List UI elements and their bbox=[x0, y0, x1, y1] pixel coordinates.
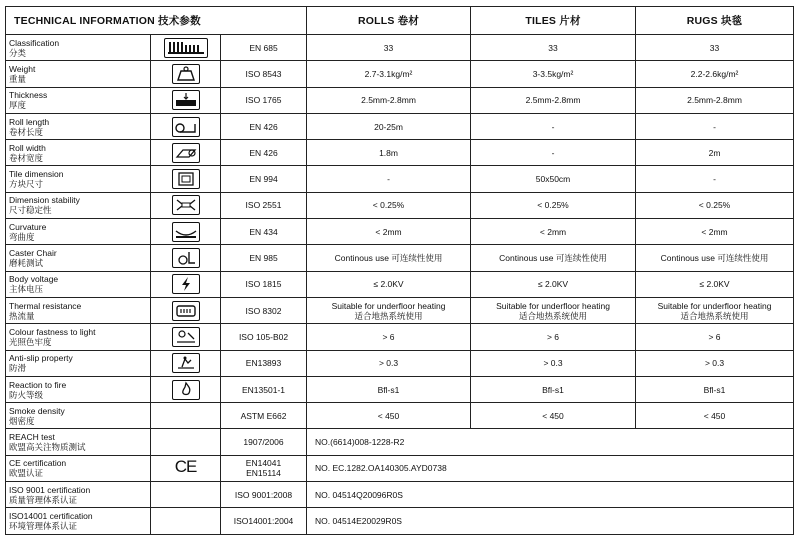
rugs-value: < 0.25% bbox=[636, 192, 794, 218]
table-row bbox=[6, 166, 794, 192]
rugs-value: 33 bbox=[636, 35, 794, 61]
icon-cell bbox=[151, 245, 221, 271]
table-row bbox=[6, 192, 794, 218]
property-name-en: Reaction to fire bbox=[9, 379, 67, 390]
tiles-value: 33 bbox=[471, 35, 636, 61]
rugs-value: ≤ 2.0KV bbox=[636, 271, 794, 297]
property-name-cell bbox=[6, 61, 151, 87]
table-row bbox=[6, 219, 794, 245]
tiles-value: 2.5mm-2.8mm bbox=[471, 87, 636, 113]
property-name-en: Curvature bbox=[9, 221, 47, 232]
header-technical: TECHNICAL INFORMATION 技术参数 bbox=[6, 7, 307, 35]
weight-icon bbox=[172, 64, 200, 84]
table-row bbox=[6, 87, 794, 113]
property-name-cell bbox=[6, 192, 151, 218]
table-row bbox=[6, 61, 794, 87]
icon-cell bbox=[151, 61, 221, 87]
rolls-value: < 2mm bbox=[307, 219, 471, 245]
property-name-cn: 方块尺寸 bbox=[9, 179, 44, 190]
icon-cell bbox=[151, 271, 221, 297]
rugs-value: 2m bbox=[636, 140, 794, 166]
certification-row bbox=[6, 508, 794, 534]
rolls-value: - bbox=[307, 166, 471, 192]
property-name-cell bbox=[6, 324, 151, 350]
standard-cell: ISO 8302 bbox=[221, 297, 307, 323]
rolls-value-cn: 适合地热系统使用 bbox=[354, 310, 423, 321]
rugs-value: - bbox=[636, 113, 794, 139]
tiles-value-en: Suitable for underfloor heating bbox=[496, 300, 610, 311]
property-name-cell bbox=[6, 455, 151, 481]
rolls-value: Continous use 可连续性使用 bbox=[307, 245, 471, 271]
certificate-number: NO.(6614)008-1228-R2 bbox=[307, 429, 794, 455]
icon-cell bbox=[151, 455, 221, 481]
property-name-en: Smoke density bbox=[9, 405, 65, 416]
property-name-cell bbox=[6, 219, 151, 245]
icon-cell bbox=[151, 297, 221, 323]
icon-cell bbox=[151, 140, 221, 166]
tiles-value bbox=[471, 297, 636, 323]
rolls-value: 2.7-3.1kg/m² bbox=[307, 61, 471, 87]
icon-cell bbox=[151, 429, 221, 455]
icon-cell bbox=[151, 508, 221, 534]
standard-cell: EN 985 bbox=[221, 245, 307, 271]
property-name-cn: 欧盟认证 bbox=[9, 468, 44, 479]
property-name-cn: 卷材长度 bbox=[9, 126, 44, 137]
property-name-en: Dimension stability bbox=[9, 195, 80, 206]
tiles-value-cn: 适合地热系统使用 bbox=[519, 310, 588, 321]
property-name-en: Caster Chair bbox=[9, 248, 57, 259]
standard-cell: ISO 1815 bbox=[221, 271, 307, 297]
property-name-en: Thermal resistance bbox=[9, 300, 82, 311]
standard-cell: EN 994 bbox=[221, 166, 307, 192]
rolls-value: 1.8m bbox=[307, 140, 471, 166]
curvature-icon bbox=[172, 222, 200, 242]
standard-line-2: EN15114 bbox=[246, 468, 281, 479]
certification-row bbox=[6, 429, 794, 455]
dimension-stability-icon bbox=[172, 195, 200, 215]
property-name-cn: 防滑 bbox=[9, 363, 27, 374]
property-name-cn: 欧盟高关注物质测试 bbox=[9, 442, 86, 453]
rolls-value: 33 bbox=[307, 35, 471, 61]
property-name-cn: 卷材宽度 bbox=[9, 152, 44, 163]
rolls-value: 20-25m bbox=[307, 113, 471, 139]
standard-cell: ISO14001:2004 bbox=[221, 508, 307, 534]
header-rugs: RUGS 块毯 bbox=[636, 7, 794, 35]
tile-dimension-icon bbox=[172, 169, 200, 189]
property-name-cn: 厚度 bbox=[9, 100, 27, 111]
icon-cell bbox=[151, 324, 221, 350]
tiles-value: > 6 bbox=[471, 324, 636, 350]
property-name-cn: 重量 bbox=[9, 73, 27, 84]
icon-cell bbox=[151, 350, 221, 376]
property-name-en: Body voltage bbox=[9, 274, 59, 285]
standard-cell: EN 426 bbox=[221, 140, 307, 166]
rugs-value: Continous use 可连续性使用 bbox=[636, 245, 794, 271]
ce-mark-icon: CE bbox=[174, 457, 197, 477]
classification-icon bbox=[164, 38, 208, 58]
rugs-value: < 2mm bbox=[636, 219, 794, 245]
tiles-value: ≤ 2.0KV bbox=[471, 271, 636, 297]
icon-cell bbox=[151, 219, 221, 245]
property-name-cell bbox=[6, 140, 151, 166]
property-name-cn: 磨耗测试 bbox=[9, 258, 44, 269]
rolls-value: 2.5mm-2.8mm bbox=[307, 87, 471, 113]
icon-cell bbox=[151, 482, 221, 508]
standard-cell: ISO 9001:2008 bbox=[221, 482, 307, 508]
standard-cell: ISO 2551 bbox=[221, 192, 307, 218]
certificate-number: NO. EC.1282.OA140305.AYD0738 bbox=[307, 455, 794, 481]
certification-row bbox=[6, 482, 794, 508]
standard-cell: EN13893 bbox=[221, 350, 307, 376]
anti-slip-icon bbox=[172, 353, 200, 373]
property-name-cn: 尺寸稳定性 bbox=[9, 205, 52, 216]
standard-line-1: EN14041 bbox=[245, 458, 282, 469]
icon-cell bbox=[151, 403, 221, 429]
property-name-cell bbox=[6, 508, 151, 534]
table-row bbox=[6, 403, 794, 429]
property-name-en: Classification bbox=[9, 37, 60, 48]
rugs-value-en: Suitable for underfloor heating bbox=[657, 300, 772, 311]
property-name-en: Tile dimension bbox=[9, 169, 64, 180]
tiles-value: - bbox=[471, 113, 636, 139]
property-name-cn: 热流量 bbox=[9, 310, 35, 321]
tiles-value: > 0.3 bbox=[471, 350, 636, 376]
rugs-value bbox=[636, 297, 794, 323]
rolls-value: > 6 bbox=[307, 324, 471, 350]
tiles-value: 50x50cm bbox=[471, 166, 636, 192]
tiles-value: Continous use 可连续性使用 bbox=[471, 245, 636, 271]
rolls-value-en: Suitable for underfloor heating bbox=[331, 300, 446, 311]
table-row bbox=[6, 376, 794, 402]
caster-chair-icon bbox=[172, 248, 200, 268]
thickness-icon bbox=[172, 90, 200, 110]
colour-fastness-icon bbox=[172, 327, 200, 347]
property-name-en: Roll width bbox=[9, 142, 46, 153]
rugs-value-cn: 适合地热系统使用 bbox=[680, 310, 749, 321]
standard-cell: EN13501-1 bbox=[221, 376, 307, 402]
property-name-cell bbox=[6, 297, 151, 323]
tiles-value: Bfl-s1 bbox=[471, 376, 636, 402]
property-name-cell bbox=[6, 403, 151, 429]
property-name-cn: 主体电压 bbox=[9, 284, 44, 295]
table-row bbox=[6, 113, 794, 139]
property-name-cell bbox=[6, 113, 151, 139]
property-name-cell bbox=[6, 35, 151, 61]
table-row bbox=[6, 297, 794, 323]
property-name-en: ISO14001 certification bbox=[9, 510, 93, 521]
rugs-value: > 0.3 bbox=[636, 350, 794, 376]
rolls-value: < 0.25% bbox=[307, 192, 471, 218]
property-name-cell bbox=[6, 166, 151, 192]
property-name-cn: 分类 bbox=[9, 47, 27, 58]
property-name-en: REACH test bbox=[9, 432, 55, 443]
standard-cell: EN 426 bbox=[221, 113, 307, 139]
certificate-number: NO. 04514E20029R0S bbox=[307, 508, 794, 534]
tiles-value: < 450 bbox=[471, 403, 636, 429]
property-name-cell bbox=[6, 482, 151, 508]
property-name-en: Weight bbox=[9, 63, 36, 74]
rolls-value bbox=[307, 297, 471, 323]
rugs-value: Bfl-s1 bbox=[636, 376, 794, 402]
standard-cell: ISO 8543 bbox=[221, 61, 307, 87]
icon-cell bbox=[151, 376, 221, 402]
icon-cell bbox=[151, 192, 221, 218]
standard-cell: ISO 1765 bbox=[221, 87, 307, 113]
property-name-en: CE certification bbox=[9, 458, 67, 469]
property-name-cell bbox=[6, 271, 151, 297]
rugs-value: > 6 bbox=[636, 324, 794, 350]
property-name-cn: 弯曲度 bbox=[9, 231, 35, 242]
body-voltage-icon bbox=[172, 274, 200, 294]
property-name-cell bbox=[6, 87, 151, 113]
tiles-value: < 2mm bbox=[471, 219, 636, 245]
rolls-value: ≤ 2.0KV bbox=[307, 271, 471, 297]
table-row bbox=[6, 271, 794, 297]
property-name-cell bbox=[6, 429, 151, 455]
property-name-en: ISO 9001 certification bbox=[9, 484, 91, 495]
standard-cell bbox=[221, 455, 307, 481]
fire-icon bbox=[172, 380, 200, 400]
rolls-value: > 0.3 bbox=[307, 350, 471, 376]
certificate-number: NO. 04514Q20096R0S bbox=[307, 482, 794, 508]
header-rolls: ROLLS 卷材 bbox=[307, 7, 471, 35]
standard-cell: 1907/2006 bbox=[221, 429, 307, 455]
property-name-en: Colour fastness to light bbox=[9, 326, 96, 337]
property-name-cell bbox=[6, 245, 151, 271]
header-tiles: TILES 片材 bbox=[471, 7, 636, 35]
roll-width-icon bbox=[172, 143, 200, 163]
icon-cell bbox=[151, 87, 221, 113]
header-row bbox=[6, 7, 794, 35]
table-row bbox=[6, 324, 794, 350]
property-name-cn: 光照色牢度 bbox=[9, 336, 52, 347]
icon-cell bbox=[151, 113, 221, 139]
rugs-value: 2.5mm-2.8mm bbox=[636, 87, 794, 113]
standard-cell: EN 685 bbox=[221, 35, 307, 61]
tiles-value: < 0.25% bbox=[471, 192, 636, 218]
rolls-value: Bfl-s1 bbox=[307, 376, 471, 402]
property-name-cell bbox=[6, 376, 151, 402]
property-name-en: Anti-slip property bbox=[9, 353, 73, 364]
property-name-cell bbox=[6, 350, 151, 376]
rugs-value: < 450 bbox=[636, 403, 794, 429]
thermal-resistance-icon bbox=[172, 301, 200, 321]
tiles-value: 3-3.5kg/m² bbox=[471, 61, 636, 87]
icon-cell bbox=[151, 35, 221, 61]
property-name-cn: 防火等级 bbox=[9, 389, 44, 400]
table-row bbox=[6, 35, 794, 61]
rugs-value: 2.2-2.6kg/m² bbox=[636, 61, 794, 87]
table-row bbox=[6, 350, 794, 376]
standard-cell: ASTM E662 bbox=[221, 403, 307, 429]
icon-cell bbox=[151, 166, 221, 192]
tiles-value: - bbox=[471, 140, 636, 166]
certification-row bbox=[6, 455, 794, 481]
table-row bbox=[6, 245, 794, 271]
rugs-value: - bbox=[636, 166, 794, 192]
roll-length-icon bbox=[172, 117, 200, 137]
technical-information-table bbox=[5, 6, 794, 535]
table-row bbox=[6, 140, 794, 166]
standard-cell: ISO 105-B02 bbox=[221, 324, 307, 350]
rolls-value: < 450 bbox=[307, 403, 471, 429]
property-name-cn: 环境管理体系认证 bbox=[9, 520, 78, 531]
property-name-cn: 质量管理体系认证 bbox=[9, 494, 78, 505]
property-name-cn: 烟密度 bbox=[9, 415, 35, 426]
property-name-en: Thickness bbox=[9, 90, 48, 101]
property-name-en: Roll length bbox=[9, 116, 50, 127]
standard-cell: EN 434 bbox=[221, 219, 307, 245]
